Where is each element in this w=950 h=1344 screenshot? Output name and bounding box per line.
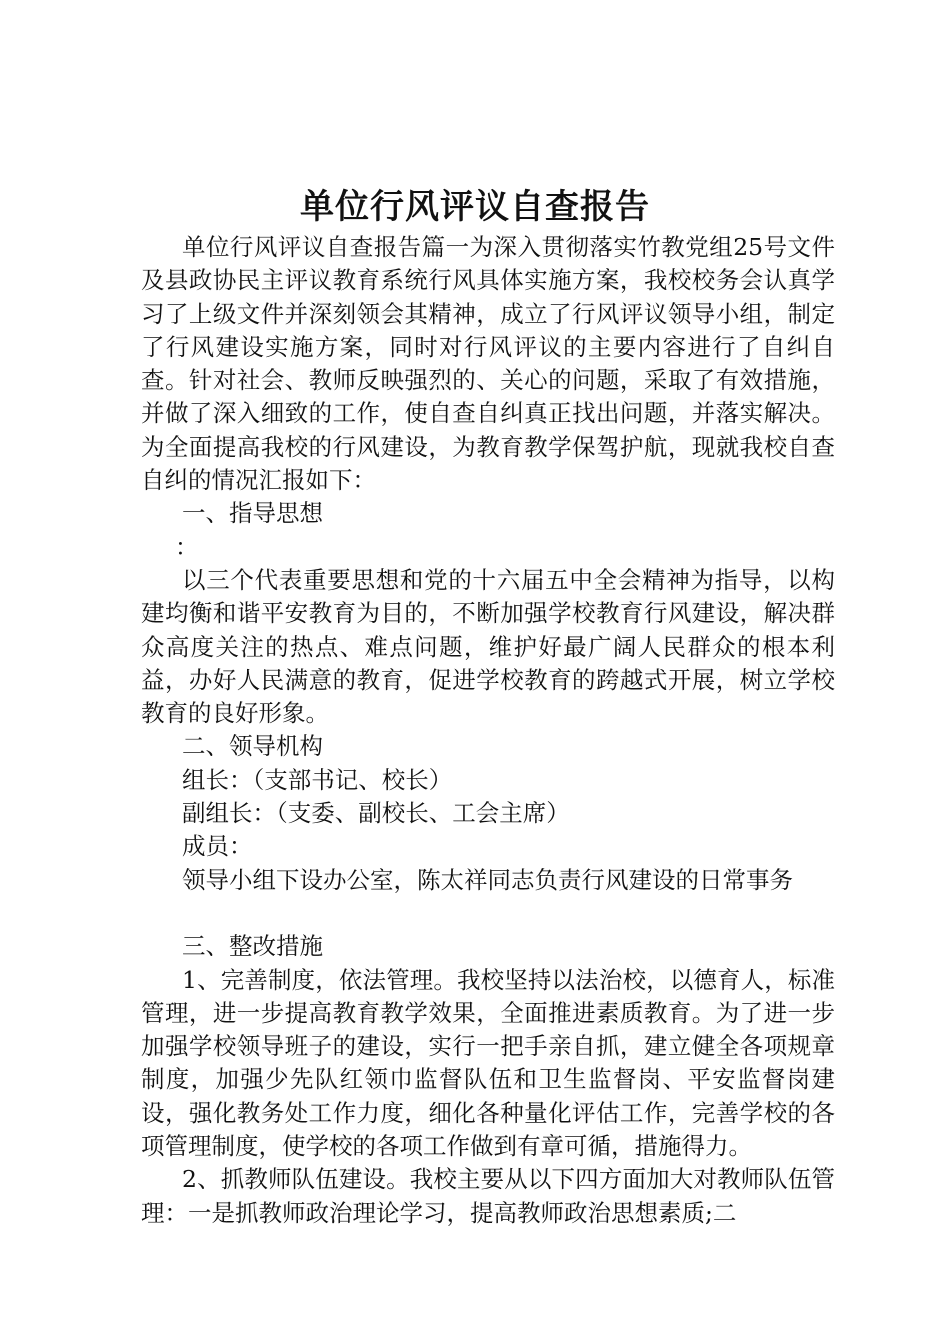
intro-paragraph: 单位行风评议自查报告篇一为深入贯彻落实竹教党组25号文件及县政协民主评议教育系统行风具体实施方案，我校校务会认真学习了上级文件并深刻领会其精神，成立了行风评议领导小组，制定了行风建设实施方案，同时对行风评议的主要内容进行了自纠自查。针对社会、教师反映强烈的、关心的问题，采取了有效措施，并做了深入细致的工作，使自查自纠真正找出问题，并落实解决。为全面提高我校的行风建设，为教育教学保驾护航，现就我校自查自纠的情况汇报如下： <box>141 233 835 495</box>
stray-colon: ： <box>175 532 199 561</box>
blank-line <box>141 897 835 930</box>
document-title: 单位行风评议自查报告 <box>300 187 650 227</box>
guiding-ideology-paragraph: 以三个代表重要思想和党的十六届五中全会精神为指导，以构建均衡和谐平安教育为目的，不断加强学校教育行风建设，解决群众高度关注的热点、难点问题，维护好最广阔人民群众的根本利益，办好人民满意的教育，促进学校教育的跨越式开展，树立学校教育的良好形象。 <box>141 565 835 728</box>
section-heading-guiding-ideology: 一、指导思想 <box>182 499 323 528</box>
deputy-leader-line: 副组长：（支委、副校长、工会主席） <box>182 799 570 828</box>
section-heading-rectification: 三、整改措施 <box>182 932 323 961</box>
rectification-item-1: 1、完善制度，依法管理。我校坚持以法治校，以德育人，标准管理，进一步提高教育教学效果，全面推进素质教育。为了进一步加强学校领导班子的建设，实行一把手亲自抓，建立健全各项规章制度，加强少先队红领巾监督队伍和卫生监督岗、平安监督岗建设，强化教务处工作力度，细化各种量化评估工作，完善学校的各项管理制度，使学校的各项工作做到有章可循，措施得力。 <box>141 965 835 1161</box>
members-line: 成员： <box>182 832 253 861</box>
document-body <box>141 231 835 1230</box>
leader-line: 组长：（支部书记、校长） <box>182 765 453 794</box>
section-heading-leadership: 二、领导机构 <box>182 732 323 761</box>
rectification-item-2: 2、抓教师队伍建设。我校主要从以下四方面加大对教师队伍管理：一是抓教师政治理论学习，提高教师政治思想素质;二 <box>141 1165 835 1227</box>
office-line: 领导小组下设办公室，陈太祥同志负责行风建设的日常事务 <box>182 865 793 894</box>
